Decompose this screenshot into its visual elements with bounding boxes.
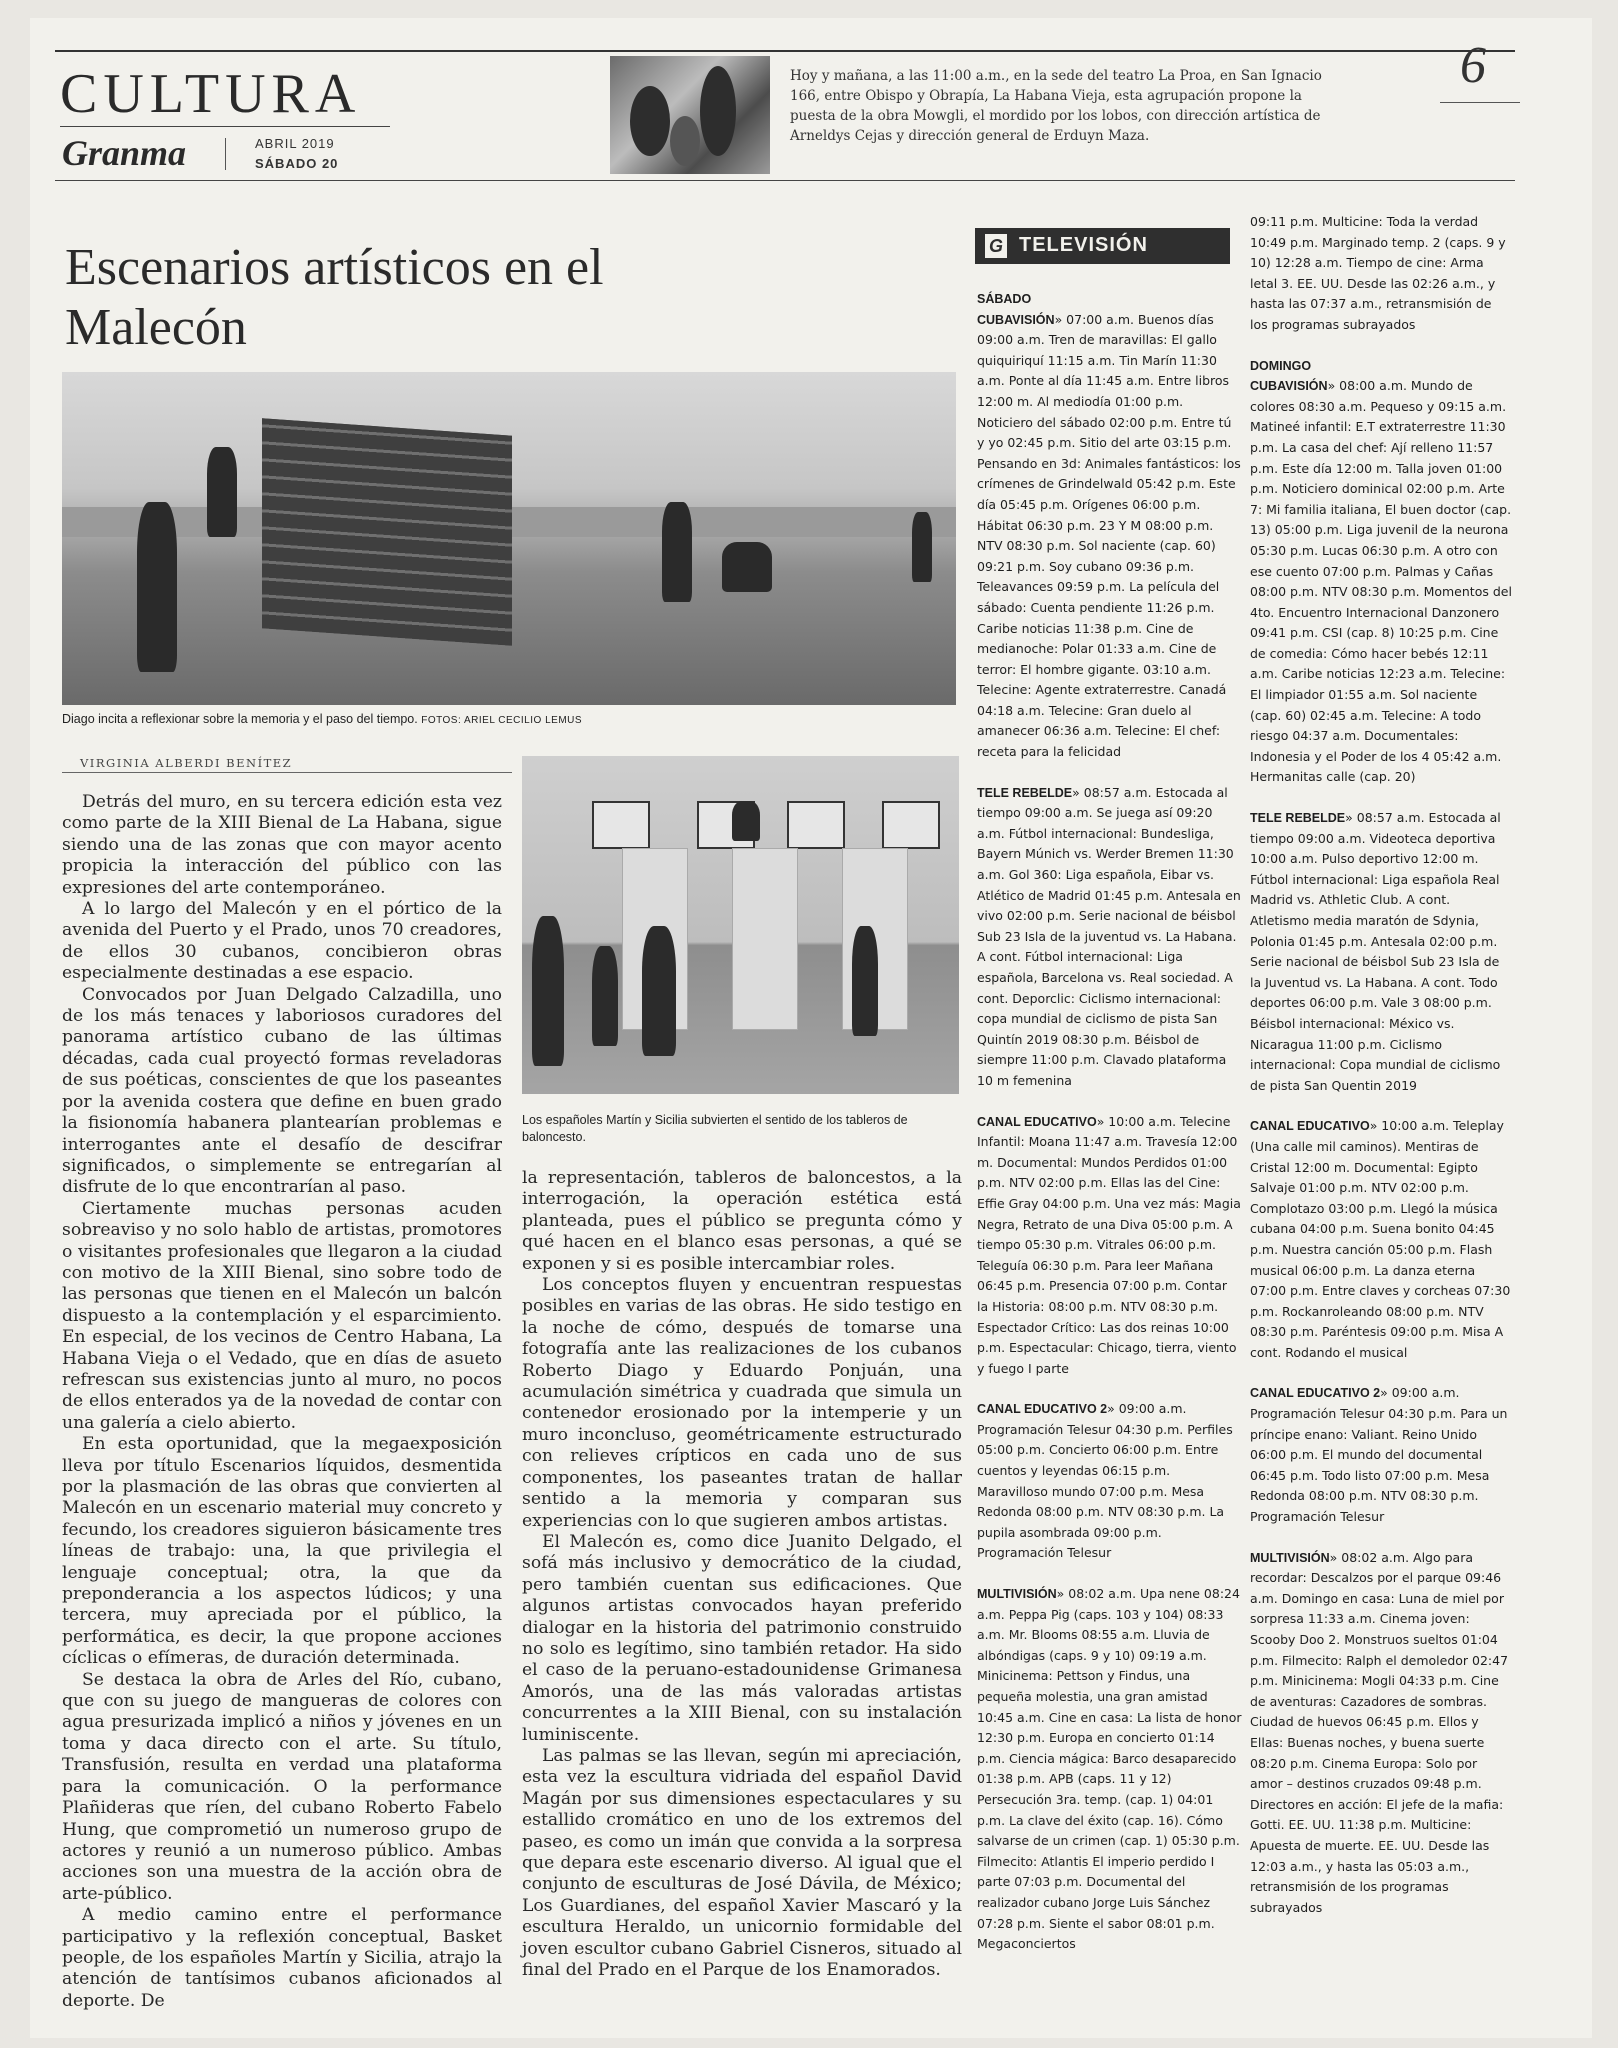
tv-day: DOMINGO (1250, 358, 1312, 373)
tv-channel: CUBAVISIÓN (977, 312, 1055, 327)
tv-listing (1250, 356, 1512, 788)
paragraph: En esta oportunidad, que la megaexposición lleva por título Escenarios líquidos, desmentida por la plasmación de las obras que convierten al Malecón en un escenario material muy concreto y fecundo, los creadores siguieron básicamente tres líneas de trabajo: una, la que privilegia el lenguaje conceptual; otra, la que da preponderancia a los aspectos lúdicos; y una tercera, muy apreciada por el público, la performática, es decir, la que propone acciones cíclicas o efímeras, de duración determinada. (62, 1434, 502, 1669)
tv-channel: TELE REBELDE (977, 785, 1073, 800)
tv-schedule: » 08:02 a.m. Algo para recordar: Descalzos por el parque 09:46 a.m. Domingo en casa: Luna de miel por sorpresa 11:33 a.m. Cinema joven: Scooby Doo 2. Monstruos sueltos 01:04 p.m. Filmecito: Ralph el demoledor 02:47 p.m. Minicinema: Mogli 04:33 p.m. Cine de aventuras: Cazadores de sombras. Ciudad de huevos 06:45 p.m. Ellos y Ellas: Buenas noches, y buena suerte 08:20 p.m. Cinema Europa: Solo por amor – destinos cruzados 09:48 p.m. Directores en acción: El jefe de la mafia: Gotti. EE. UU. 11:38 p.m. Multicine: Apuesta de muerte. EE. UU. Desde las 12:03 a.m., y hasta las 05:03 a.m., retransmisión de los programas subrayados (1250, 1549, 1509, 1915)
photo-credit: FOTOS: ARIEL CECILIO LEMUS (421, 715, 583, 726)
page-number: 6 (1460, 37, 1486, 94)
tv-channel: CANAL EDUCATIVO (977, 1114, 1097, 1129)
tv-schedule: » 09:00 a.m. Programación Telesur 04:30 p.m. Para un príncipe enano: Valiant. Reino Unido 06:00 p.m. El mundo del documental 06:45 p.m. Todo listo 07:00 p.m. Mesa Redonda 08:00 p.m. NTV 08:30 p.m. Programación Telesur (1250, 1385, 1508, 1525)
section-rule (60, 126, 390, 127)
paragraph: Ciertamente muchas personas acuden sobreaviso y no solo hablo de artistas, promotores o visitantes profesionales que llegaron a la ciudad con motivo de la XIII Bienal, sino sobre todo de las personas que tienen en el Malecón un balcón dispuesto a la contemplación y el esparcimiento. En especial, de los vecinos de Centro Habana, La Habana Vieja o el Vedado, que en días de asueto refrescan sus existencias junto al muro, no pocos de ellos enterados ya de la novedad de contar con una galería a cielo abierto. (62, 1198, 502, 1433)
tv-listing (1250, 808, 1512, 1096)
tv-section-header (975, 228, 1230, 264)
tv-schedule: » 08:00 a.m. Mundo de colores 08:30 a.m. Pequeso y 09:15 a.m. Matineé infantil: E.T extraterrestre 11:30 p.m. La casa del chef: Ají relleno 11:57 p.m. Este día 12:00 m. Talla joven 01:00 p.m. Noticiero dominical 02:00 p.m. Arte 7: Mi familia italiana, El buen doctor (cap. 13) 05:00 p.m. Liga juvenil de la neurona 05:30 p.m. Lucas 06:30 p.m. A otro con ese cuento 07:00 p.m. Palmas y Cañas 08:00 p.m. NTV 08:30 p.m. Momentos del 4to. Encuentro Internacional Danzonero 09:41 p.m. CSI (cap. 8) 10:25 p.m. Cine de comedia: Cómo hacer bebés 12:11 a.m. Caribe noticias 12:23 a.m. Telecine: El limpiador 01:55 a.m. Sol naciente (cap. 60) 02:45 a.m. Telecine: A todo riesgo 04:37 a.m. Documentales: Indonesia y el Poder de los 4 05:42 a.m. Hermanitas calle (cap. 20) (1250, 378, 1512, 785)
tv-listing (977, 1399, 1242, 1564)
promo-photo (610, 56, 770, 174)
header-divider (225, 138, 226, 170)
top-rule (55, 50, 1515, 52)
newspaper-logo: Granma (62, 133, 187, 173)
promo-text: Hoy y mañana, a las 11:00 a.m., en la sede del teatro La Proa, en San Ignacio 166, entre Obispo y Obrapía, La Habana Vieja, esta agrupación propone la puesta de la obra Mowgli, el mordido por los lobos, con dirección artística de Arneldys Cejas y dirección general de Erduyn Maza. (790, 68, 1322, 144)
header-bottom-rule (55, 180, 1515, 181)
tv-listing (977, 1112, 1242, 1380)
g-logo-icon: G (985, 234, 1007, 258)
tv-channel: CANAL EDUCATIVO 2 (977, 1402, 1108, 1417)
tv-channel: MULTIVISIÓN (977, 1587, 1057, 1602)
article-photo-basket (522, 756, 959, 1094)
tv-listing (977, 783, 1242, 1092)
tv-schedule: » 08:57 a.m. Estocada al tiempo 09:00 a.m. Videoteca deportiva 10:00 a.m. Pulso deportivo 12:00 m. Fútbol internacional: Liga española Real Madrid vs. Athletic Club. A cont. Atletismo media maratón de Sdynia, Polonia 01:45 p.m. Antesala 02:00 p.m. Serie nacional de béisbol Sub 23 Isla de la Juventud vs. La Habana. A cont. Todo deportes 06:00 p.m. Vale 3 08:00 p.m. Béisbol internacional: México vs. Nicaragua 11:00 p.m. Ciclismo internacional: Copa mundial de ciclismo de pista San Quentin 2019 (1250, 810, 1501, 1093)
page-number-rule (1440, 102, 1520, 103)
tv-schedule: » 07:00 a.m. Buenos días 09:00 a.m. Tren de maravillas: El gallo quiquiriquí 11:15 a.m. Tin Marín 11:30 a.m. Ponte al día 11:45 a.m. Entre libros 12:00 m. Al mediodía 01:00 p.m. Noticiero del sábado 02:00 p.m. Entre tú y yo 02:45 p.m. Sitio del arte 03:15 p.m. Pensando en 3d: Animales fantásticos: los crímenes de Grindelwald 05:42 p.m. Este día 05:45 p.m. Orígenes 06:00 p.m. Hábitat 06:30 p.m. 23 Y M 08:00 p.m. NTV 08:30 p.m. Sol naciente (cap. 60) 09:21 p.m. Soy cubano 09:36 p.m. Teleavances 09:59 p.m. La película del sábado: Cuenta pendiente 11:26 p.m. Caribe noticias 11:38 p.m. Cine de medianoche: Polar 01:33 a.m. Cine de terror: El hombre gigante. 03:10 a.m. Telecine: Agente extraterrestre. Canadá 04:18 a.m. Telecine: Gran duelo al amanecer 06:36 a.m. Telecine: El chef: receta para la felicidad (977, 311, 1241, 760)
paragraph: A medio camino entre el performance participativo y la reflexión conceptual, Basket people, de los españoles Martín y Sicilia, atrajo la atención de tantísimos cubanos aficionados al deporte. De (62, 1905, 502, 2011)
byline-rule (62, 772, 512, 773)
tv-schedule: » 09:00 a.m. Programación Telesur 04:30 p.m. Perfiles 05:00 p.m. Concierto 06:00 p.m. Entre cuentos y leyendas 06:15 p.m. Maravilloso mundo 07:00 p.m. Mesa Redonda 08:00 p.m. NTV 08:30 p.m. La pupila asombrada 09:00 p.m. Programación Telesur (977, 1401, 1233, 1561)
tv-listing (1250, 212, 1512, 336)
tv-channel: TELE REBELDE (1250, 811, 1346, 826)
tv-listing (977, 1584, 1242, 1955)
article-headline: Escenarios artísticos en el Malecón (65, 239, 604, 356)
tv-channel: CANAL EDUCATIVO (1250, 1119, 1370, 1134)
paragraph: Detrás del muro, en su tercera edición esta vez como parte de la XIII Bienal de La Habana, sigue siendo una de las zonas que con mayor acento propicia la interacción del público con las expresiones del arte contemporáneo. (62, 792, 502, 898)
tv-channel: MULTIVISIÓN (1250, 1550, 1330, 1565)
issue-month: ABRIL 2019 (255, 136, 335, 151)
paragraph: Los conceptos fluyen y encuentran respuestas posibles en varias de las obras. He sido testigo en la noche de cómo, después de tomarse una fotografía ante las realizaciones de los cubanos Roberto Diago y Eduardo Ponjuán, una acumulación simétrica y cuadrada que simula un contenedor erosionado por la intemperie y un muro inconcluso, geométricamente estructurado con relieves crípticos en cada uno de sus componentes, los paseantes tratan de hallar sentido a la memoria y comparan sus experiencias con lo que sugieren ambos artistas. (522, 1275, 962, 1531)
tv-listing (1250, 1116, 1512, 1363)
paragraph: Convocados por Juan Delgado Calzadilla, uno de los más tenaces y laboriosos curadores del panorama artístico cubano de las últimas décadas, cada cual proyectó formas reveladoras de sus poéticas, conscientes de que los paseantes por la avenida costera que define en buen grado la fisionomía habanera plantearían problemas e interrogantes ante el desafío de descifrar significados, o simplemente se entregarían al disfrute de lo que encontrarían al paso. (62, 984, 502, 1198)
tv-listings-column-1 (977, 289, 1242, 1975)
tv-schedule: » 10:00 a.m. Telecine Infantil: Moana 11:47 a.m. Travesía 12:00 m. Documental: Mundos Perdidos 01:00 p.m. NTV 02:00 p.m. Ellas las del Cine: Effie Gray 04:00 p.m. Una vez más: Magia Negra, Retrato de una Diva 05:00 p.m. A tiempo 05:30 p.m. Vitrales 06:00 p.m. Teleguía 06:30 p.m. Para leer Mañana 06:45 p.m. Presencia 07:00 p.m. Contar la Historia: 08:00 p.m. NTV 08:30 p.m. Espectador Crítico: Las dos reinas 10:00 p.m. Espectacular: Chicago, tierra, viento y fuego I parte (977, 1113, 1241, 1376)
tv-channel: CUBAVISIÓN (1250, 379, 1328, 394)
tv-schedule: 09:11 p.m. Multicine: Toda la verdad 10:49 p.m. Marginado temp. 2 (caps. 9 y 10) 12:28 a.m. Tiempo de cine: Arma letal 3. EE. UU. Desde las 02:26 a.m., y hasta las 07:37 a.m., retransmisión de los programas subrayados (1250, 214, 1506, 332)
tv-section-title: TELEVISIÓN (1019, 234, 1148, 256)
article-column-1 (62, 792, 502, 2012)
tv-listings-column-2 (1250, 212, 1512, 1938)
tv-channel: CANAL EDUCATIVO 2 (1250, 1386, 1381, 1401)
photo-caption-basket: Los españoles Martín y Sicilia subvierten el sentido de los tableros de baloncesto. (522, 1113, 908, 1144)
article-column-2 (522, 1168, 962, 1981)
caption-text: Diago incita a reflexionar sobre la memoria y el paso del tiempo. (62, 712, 418, 726)
paragraph: Las palmas se las llevan, según mi apreciación, esta vez la escultura vidriada del español David Magán por sus dimensiones espectaculares y su estallido cromático en uno de los extremos del paseo, es como un imán que convida a la sorpresa que depara este escenario diverso. Al igual que el conjunto de esculturas de José Dávila, de México; Los Guardianes, del español Xavier Mascaró y la escultura Heraldo, un unicornio formidable del joven escultor cubano Gabriel Cisneros, situado al final del Prado en el Parque de los Enamorados. (522, 1745, 962, 1981)
paragraph: la representación, tableros de baloncestos, a la interrogación, la operación estética está planteada, pues el público se pregunta cómo y qué hacen en el blanco esas personas, a qué se exponen y si es posible intercambiar roles. (522, 1168, 962, 1274)
paragraph: A lo largo del Malecón y en el pórtico de la avenida del Puerto y el Prado, unos 70 creadores, de ellos 30 cubanos, concibieron obras especialmente destinadas a ese espacio. (62, 899, 502, 984)
tv-schedule: » 08:02 a.m. Upa nene 08:24 a.m. Peppa Pig (caps. 103 y 104) 08:33 a.m. Mr. Blooms 08:55 a.m. Lluvia de albóndigas (caps. 9 y 10) 09:19 a.m. Minicinema: Pettson y Findus, una pequeña molestia, una gran amistad 10:45 a.m. Cine en casa: La lista de honor 12:30 p.m. Europa en concierto 01:14 p.m. Ciencia mágica: Barco desaparecido 01:38 p.m. APB (caps. 11 y 12) Persecución 3ra. temp. (cap. 1) 04:01 p.m. La clave del éxito (cap. 16). Cómo salvarse de un crimen (cap. 1) 05:30 p.m. Filmecito: Atlantis El imperio perdido I parte 07:03 p.m. Documental del realizador cubano Jorge Luis Sánchez 07:28 p.m. Siente el sabor 08:01 p.m. Megaconciertos (977, 1586, 1242, 1952)
tv-schedule: » 08:57 a.m. Estocada al tiempo 09:00 a.m. Se juega así 09:20 a.m. Fútbol internacional: Bundesliga, Bayern Múnich vs. Werder Bremen 11:30 a.m. Gol 360: Liga española, Eibar vs. Atlético de Madrid 01:45 p.m. Antesala en vivo 02:00 p.m. Serie nacional de béisbol Sub 23 Isla de la juventud vs. La Habana. A cont. Fútbol internacional: Liga española, Barcelona vs. Real sociedad. A cont. Deporclic: Ciclismo internacional: copa mundial de ciclismo de pista San Quintín 2019 08:30 p.m. Béisbol de siempre 11:00 p.m. Clavado plataforma 10 m femenina (977, 784, 1241, 1088)
issue-day: SÁBADO 20 (255, 156, 339, 171)
section-title: CULTURA (60, 63, 362, 125)
article-photo-main (62, 372, 956, 705)
paragraph: Se destaca la obra de Arles del Río, cubano, que con su juego de mangueras de colores con agua presurizada implicó a niños y jóvenes en un toma y daca directo con el arte. Su título, Transfusión, resulta en verdad una plataforma para la comunicación. O la performance Plañideras que ríen, del cubano Roberto Fabelo Hung, que comprometió un numeroso grupo de actores y reunió a un numeroso público. Ambas acciones son una muestra de la acción obra de arte-público. (62, 1669, 502, 1904)
photo-caption-main (62, 712, 582, 726)
tv-listing (1250, 1383, 1512, 1527)
byline: VIRGINIA ALBERDI BENÍTEZ (80, 756, 293, 770)
tv-listing (977, 289, 1242, 763)
tv-listing (1250, 1548, 1512, 1919)
tv-day: SÁBADO (977, 292, 1032, 306)
paragraph: El Malecón es, como dice Juanito Delgado, el sofá más inclusivo y democrático de la ciudad, pero también cuentan sus edificaciones. Que algunos artistas convocados hayan preferido dialogar en la historia del patrimonio construido no solo es legítimo, sino también retador. Ha sido el caso de la peruano-estadounidense Grimanesa Amorós, una de las más valoradas artistas concurrentes a la XIII Bienal, con su instalación luminiscente. (522, 1531, 962, 1745)
tv-schedule: » 10:00 a.m. Teleplay (Una calle mil caminos). Mentiras de Cristal 12:00 m. Documental: Egipto Salvaje 01:00 p.m. NTV 02:00 p.m. Complotazo 03:00 p.m. Llegó la música cubana 04:00 p.m. Suena bonito 04:45 p.m. Nuestra canción 05:00 p.m. Flash musical 06:00 p.m. La danza eterna 07:00 p.m. Entre claves y corcheas 07:30 p.m. Rockanroleando 08:00 p.m. NTV 08:30 p.m. Paréntesis 09:00 p.m. Misa A cont. Rodando el musical (1250, 1118, 1511, 1360)
